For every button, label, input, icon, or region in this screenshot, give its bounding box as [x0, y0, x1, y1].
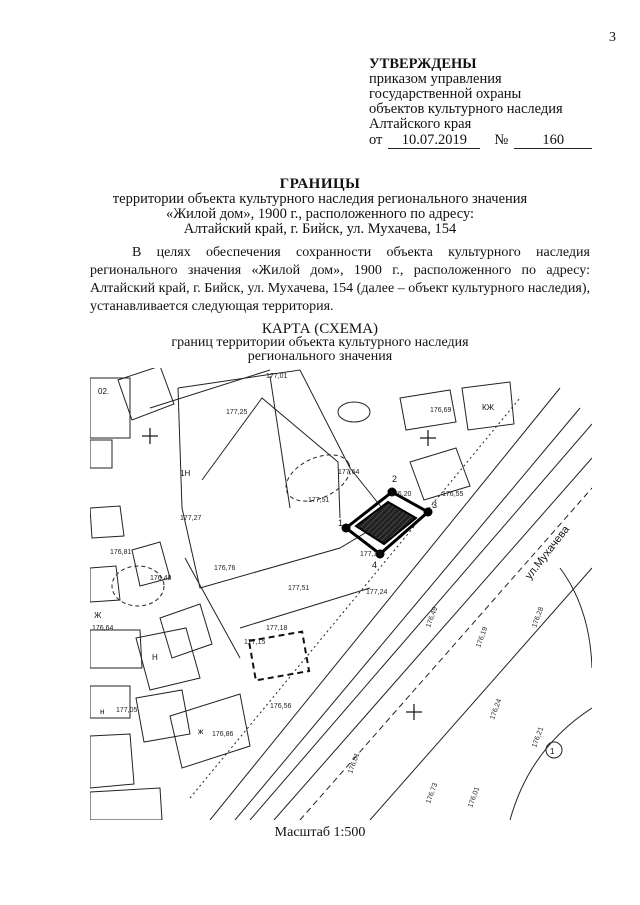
- elevation-label: 177,51: [288, 585, 310, 592]
- approval-line: Алтайского края: [369, 116, 472, 132]
- elevation-label: 177,24: [366, 589, 388, 596]
- map-building: [160, 604, 212, 658]
- map-building: [90, 566, 120, 602]
- elevation-label: 176,64: [92, 625, 114, 632]
- elevation-label: 176,49: [425, 606, 440, 629]
- map-building: [118, 368, 174, 420]
- elevation-label: 176,01: [347, 752, 362, 775]
- building-code: Н: [152, 653, 158, 662]
- map-subtitle: границ территории объекта культурного наследия: [171, 335, 469, 350]
- elevation-label: 176,86: [212, 731, 234, 738]
- approval-line: объектов культурного наследия: [369, 101, 563, 117]
- building-code: Ж: [94, 611, 102, 620]
- building-code: 1Н: [180, 469, 191, 478]
- elevation-label: 177,51: [308, 497, 330, 504]
- elevation-label: 176,76: [214, 565, 236, 572]
- approval-date: 10.07.2019: [388, 133, 480, 149]
- approval-block: [369, 57, 592, 149]
- building-code: КЖ: [482, 403, 495, 412]
- date-prefix: от: [369, 132, 383, 148]
- document-heading: [0, 177, 640, 237]
- approval-title: УТВЕРЖДЕНЫ: [369, 56, 477, 72]
- boundary-point-label: 2: [392, 474, 398, 484]
- street-label: ул.Мухачева: [522, 523, 573, 582]
- map-title: КАРТА (СХЕМА): [261, 321, 379, 337]
- elevation-label: 177,01: [266, 373, 288, 380]
- elevation-label: 176,56: [270, 703, 292, 710]
- map-building: [90, 506, 124, 538]
- map-subtitle: регионального значения: [247, 349, 393, 364]
- number-label: №: [494, 132, 509, 148]
- boundary-map: [90, 368, 592, 820]
- map-building: [136, 628, 200, 690]
- map-building: [90, 788, 162, 820]
- boundary-point-label: 4: [372, 560, 378, 570]
- elevation-label: 176,81: [110, 549, 132, 556]
- elevation-label: 177,35: [360, 551, 382, 558]
- map-building: [90, 440, 112, 468]
- building-code: 02.: [98, 387, 110, 396]
- elevation-label: 176,21: [531, 726, 546, 749]
- elevation-label: 176,48: [150, 575, 172, 582]
- elevation-label: 177,18: [266, 625, 288, 632]
- building-code: н: [100, 707, 105, 716]
- elevation-label: 176,55: [442, 491, 464, 498]
- map-building: [170, 694, 250, 768]
- page-number: 3: [609, 30, 616, 45]
- approval-line: приказом управления: [369, 71, 502, 87]
- elevation-label: 177,05: [116, 707, 138, 714]
- heading-line: территории объекта культурного наследия регионального значения: [112, 191, 528, 207]
- elevation-label: 177,27: [180, 515, 202, 522]
- map-scale: Масштаб 1:500: [274, 825, 366, 840]
- heading-line: Алтайский край, г. Бийск, ул. Мухачева, 154: [183, 221, 457, 237]
- heading-title: ГРАНИЦЫ: [279, 176, 361, 192]
- approval-line: государственной охраны: [369, 86, 522, 102]
- elevation-label: 177,64: [338, 469, 360, 476]
- elevation-label: 177,25: [226, 409, 248, 416]
- boundary-point-label: 3: [432, 500, 438, 510]
- heading-line: «Жилой дом», 1900 г., расположенного по адресу:: [165, 206, 475, 222]
- elevation-label: 176,19: [475, 626, 490, 649]
- map-building: [136, 690, 190, 742]
- elevation-label: 176,01: [467, 786, 482, 809]
- map-building: [90, 734, 134, 788]
- elevation-label: 176,28: [531, 606, 546, 629]
- elevation-label: 176,73: [425, 782, 440, 805]
- building-code: 1: [550, 747, 555, 756]
- approval-date-row: [369, 133, 592, 149]
- approval-number: 160: [514, 133, 592, 149]
- elevation-label: 177,15: [244, 639, 266, 646]
- intro-paragraph: В целях обеспечения сохранности объекта культурного наследия регионального значения «Жилой дом», 1900 г., расположенного по адресу: Алтайский край, г. Бийск, ул. Мухачева, 154 (далее – объект культурного наследия), устанавливается следующая территория.: [90, 245, 590, 314]
- boundary-point-label: 1: [338, 518, 344, 528]
- map-title-block: [0, 322, 640, 364]
- elevation-label: 176,20: [390, 491, 412, 498]
- elevation-label: 176,69: [430, 407, 452, 414]
- map-building: [90, 378, 130, 438]
- heritage-building: [356, 502, 416, 544]
- building-code: ж: [198, 727, 204, 736]
- map-building: [90, 630, 142, 668]
- elevation-label: 176,24: [489, 698, 504, 721]
